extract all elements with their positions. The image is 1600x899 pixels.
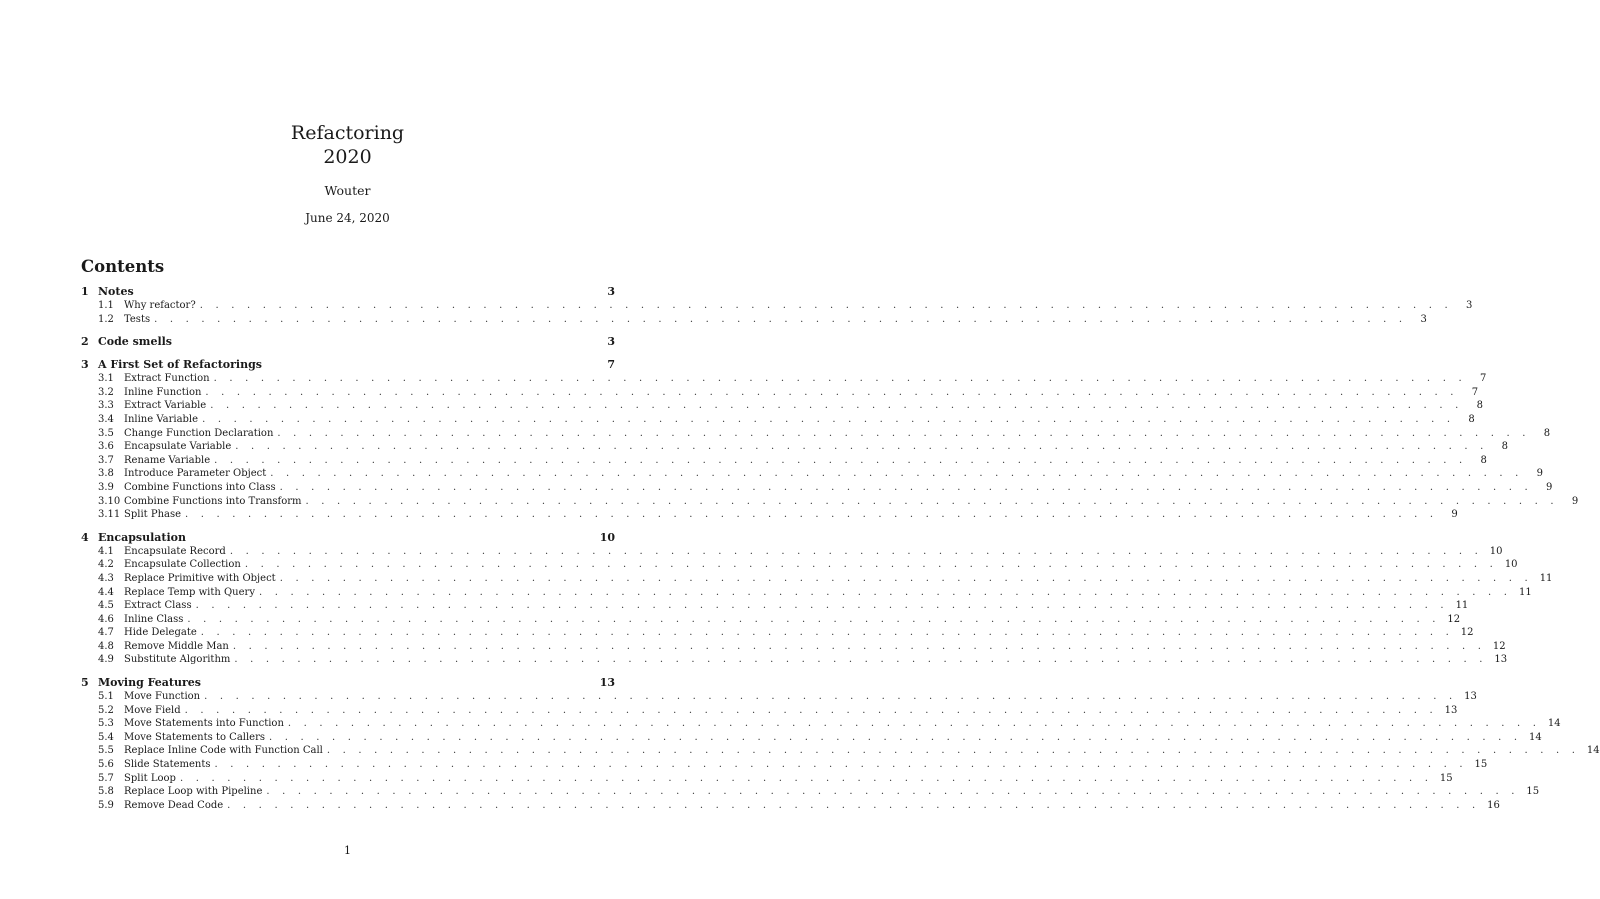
- toc-subsection-page: 13: [1494, 654, 1508, 666]
- toc-subsection-entry[interactable]: [81, 481, 1553, 495]
- toc-section-number: 3: [81, 358, 89, 372]
- toc-subsection-entry[interactable]: [81, 386, 1479, 400]
- toc-dot-leader: . . . . . . . . . . . . . . . . . . . . . . . . . . . . . . . . . . . . . . . . . . . . . . . . . . . . . . . . . . . . . . . . . . . . . . . . . . . . . . . .: [214, 759, 1468, 771]
- toc-subsection-title: Extract Function: [124, 373, 210, 385]
- toc-section-number: 2: [81, 335, 89, 349]
- toc-subsection-number: 5.3: [98, 718, 114, 730]
- toc-subsection-number: 4.1: [98, 545, 114, 557]
- toc-subsection-number: 3.7: [98, 454, 114, 466]
- toc-dot-leader: . . . . . . . . . . . . . . . . . . . . . . . . . . . . . . . . . . . . . . . . . . . . . . . . . . . . . . . . . . . . . . . . . . . . . . . . . . . . . . . .: [187, 613, 1441, 625]
- toc-subsection-title: Inline Function: [124, 386, 202, 398]
- toc-subsection-entry[interactable]: [81, 799, 1500, 813]
- toc-section-page: 3: [607, 285, 615, 298]
- toc-dot-leader: . . . . . . . . . . . . . . . . . . . . . . . . . . . . . . . . . . . . . . . . . . . . . . . . . . . . . . . . . . . . . . . . . . . . . . . . . . . . . . . .: [200, 627, 1454, 639]
- toc-subsection-page: 3: [1420, 313, 1427, 325]
- toc-subsection-title: Replace Temp with Query: [124, 586, 255, 598]
- toc-subsection-page: 14: [1586, 745, 1600, 757]
- contents-heading: Contents: [81, 257, 165, 276]
- toc-subsection-number: 3.6: [98, 441, 114, 453]
- toc-dot-leader: . . . . . . . . . . . . . . . . . . . . . . . . . . . . . . . . . . . . . . . . . . . . . . . . . . . . . . . . . . . . . . . . . . . . . . . . . . . . . . . .: [210, 400, 1463, 412]
- toc-subsection-page: 10: [1489, 545, 1503, 557]
- toc-subsection-title: Remove Middle Man: [124, 640, 229, 652]
- toc-subsection-entry[interactable]: [81, 413, 1475, 427]
- toc-subsection-page: 13: [1444, 704, 1458, 716]
- toc-subsection-page: 10: [1504, 559, 1518, 571]
- toc-subsection-title: Remove Dead Code: [124, 799, 224, 811]
- toc-subsection-title: Split Loop: [124, 772, 176, 784]
- toc-subsection-entry[interactable]: [81, 613, 1461, 627]
- toc-subsection-page: 9: [1536, 468, 1543, 480]
- toc-subsection-number: 3.10: [98, 495, 121, 507]
- toc-subsection-number: 3.9: [98, 481, 114, 493]
- toc-subsection-entry[interactable]: [81, 508, 1458, 522]
- toc-subsection-entry[interactable]: [81, 440, 1508, 454]
- toc-subsection-entry[interactable]: [81, 626, 1474, 640]
- toc-subsection-entry[interactable]: [81, 467, 1543, 481]
- toc-subsection-page: 14: [1547, 718, 1561, 730]
- toc-subsection-number: 5.4: [98, 731, 114, 743]
- document-author: Wouter: [324, 183, 371, 198]
- toc-section-title: Notes: [98, 285, 134, 298]
- toc-subsection-title: Extract Variable: [124, 400, 207, 412]
- page-number: 1: [344, 844, 351, 857]
- toc-subsection-page: 15: [1439, 772, 1453, 784]
- toc-subsection-page: 8: [1543, 427, 1551, 439]
- toc-subsection-page: 12: [1447, 613, 1461, 625]
- toc-subsection-number: 5.7: [98, 772, 114, 784]
- toc-section-page: 3: [607, 335, 615, 349]
- toc-subsection-number: 3.8: [98, 468, 114, 480]
- toc-dot-leader: . . . . . . . . . . . . . . . . . . . . . . . . . . . . . . . . . . . . . . . . . . . . . . . . . . . . . . . . . . . . . . . . . . . . . . . . . . . . . . . .: [227, 799, 1480, 811]
- toc-subsection-entry[interactable]: [81, 785, 1540, 799]
- toc-subsection-number: 1.2: [98, 313, 114, 325]
- toc-dot-leader: . . . . . . . . . . . . . . . . . . . . . . . . . . . . . . . . . . . . . . . . . . . . . . . . . . . . . . . . . . . . . . . . . . . . . . . . . . . . . . . .: [269, 731, 1522, 743]
- toc-dot-leader: . . . . . . . . . . . . . . . . . . . . . . . . . . . . . . . . . . . . . . . . . . . . . . . . . . . . . . . . . . . . . . . . . . . . . . . . . . . . . . . .: [195, 600, 1449, 612]
- toc-subsection-number: 4.6: [98, 613, 114, 625]
- toc-section-entry[interactable]: [81, 285, 615, 299]
- toc-subsection-page: 14: [1529, 731, 1542, 743]
- toc-dot-leader: . . . . . . . . . . . . . . . . . . . . . . . . . . . . . . . . . . . . . . . . . . . . . . . . . . . . . . . . . . . . . . . . . . . . . . . . . . . . . . . .: [184, 704, 1438, 716]
- toc-section-number: 4: [81, 530, 89, 544]
- toc-dot-leader: . . . . . . . . . . . . . . . . . . . . . . . . . . . . . . . . . . . . . . . . . . . . . . . . . . . . . . . . . . . . . . . . . . . . . . . . . . . . . . . .: [213, 373, 1467, 385]
- toc-subsection-title: Introduce Parameter Object: [124, 468, 267, 480]
- toc-subsection-entry[interactable]: [81, 744, 1600, 758]
- table-of-contents: [81, 285, 1600, 821]
- toc-subsection-page: 8: [1480, 454, 1487, 466]
- toc-dot-leader: . . . . . . . . . . . . . . . . . . . . . . . . . . . . . . . . . . . . . . . . . . . . . . . . . . . . . . . . . . . . . . . . . . . . . . . . . . . . . . . .: [204, 691, 1457, 703]
- document-title: Refactoring: [290, 122, 405, 144]
- toc-subsection-number: 4.5: [98, 600, 114, 612]
- toc-subsection-entry[interactable]: [81, 495, 1579, 509]
- toc-dot-leader: . . . . . . . . . . . . . . . . . . . . . . . . . . . . . . . . . . . . . . . . . . . . . . . . . . . . . . . . . . . . . . . . . . . . . . . . . . . . . . . .: [179, 772, 1433, 784]
- toc-subsection-page: 8: [1501, 441, 1508, 453]
- toc-section-group: [81, 335, 615, 349]
- toc-subsection-page: 9: [1571, 495, 1579, 507]
- toc-subsection-page: 7: [1471, 386, 1479, 398]
- toc-subsection-number: 5.8: [98, 786, 114, 798]
- toc-dot-leader: . . . . . . . . . . . . . . . . . . . . . . . . . . . . . . . . . . . . . . . . . . . . . . . . . . . . . . . . . . . . . . . . . . . . . . . . . . . . . . . .: [277, 427, 1531, 439]
- toc-subsection-number: 5.5: [98, 745, 114, 757]
- toc-section-entry[interactable]: [81, 358, 615, 372]
- toc-subsection-page: 12: [1460, 627, 1474, 639]
- toc-subsection-number: 5.1: [98, 691, 114, 703]
- toc-subsection-title: Replace Primitive with Object: [124, 572, 276, 584]
- toc-subsection-page: 15: [1474, 759, 1488, 771]
- toc-subsection-entry[interactable]: [81, 772, 1453, 786]
- toc-subsection-number: 5.2: [98, 704, 114, 716]
- toc-subsection-number: 3.11: [98, 509, 121, 521]
- toc-dot-leader: . . . . . . . . . . . . . . . . . . . . . . . . . . . . . . . . . . . . . . . . . . . . . . . . . . . . . . . . . . . . . . . . . . . . . . . . . . . . . . . .: [205, 386, 1459, 398]
- toc-subsection-entry[interactable]: [81, 704, 1458, 718]
- toc-subsection-entry[interactable]: [81, 372, 1487, 386]
- toc-subsection-title: Replace Loop with Pipeline: [124, 786, 263, 798]
- toc-subsection-entry[interactable]: [81, 731, 1542, 745]
- toc-dot-leader: . . . . . . . . . . . . . . . . . . . . . . . . . . . . . . . . . . . . . . . . . . . . . . . . . . . . . . . . . . . . . . . . . . . . . . . . . . . . . . . .: [199, 300, 1453, 311]
- toc-dot-leader: . . . . . . . . . . . . . . . . . . . . . . . . . . . . . . . . . . . . . . . . . . . . . . . . . . . . . . . . . . . . . . . . . . . . . . . . . . . . . . . .: [266, 786, 1520, 798]
- toc-section-title: Moving Features: [98, 676, 202, 690]
- toc-section-group: [81, 530, 1553, 667]
- toc-subsection-page: 8: [1476, 400, 1483, 412]
- toc-subsection-number: 4.7: [98, 627, 114, 639]
- toc-subsection-page: 11: [1539, 572, 1553, 584]
- toc-subsection-title: Substitute Algorithm: [124, 654, 231, 666]
- toc-subsection-title: Move Field: [124, 704, 181, 716]
- toc-subsection-page: 12: [1492, 640, 1506, 652]
- toc-subsection-title: Combine Functions into Class: [124, 481, 276, 493]
- toc-dot-leader: . . . . . . . . . . . . . . . . . . . . . . . . . . . . . . . . . . . . . . . . . . . . . . . . . . . . . . . . . . . . . . . . . . . . . . . . . . . . . . . .: [214, 454, 1467, 466]
- toc-subsection-title: Rename Variable: [124, 454, 211, 466]
- toc-section-entry[interactable]: [81, 335, 615, 349]
- toc-dot-leader: . . . . . . . . . . . . . . . . . . . . . . . . . . . . . . . . . . . . . . . . . . . . . . . . . . . . . . . . . . . . . . . . . . . . . . . . . . . . . . . .: [326, 745, 1580, 757]
- toc-subsection-title: Slide Statements: [124, 759, 211, 771]
- toc-dot-leader: . . . . . . . . . . . . . . . . . . . . . . . . . . . . . . . . . . . . . . . . . . . . . . . . . . . . . . . . . . . . . . . . . . . . . . . . . . . . . . . .: [279, 572, 1533, 584]
- toc-subsection-entry[interactable]: [81, 599, 1469, 613]
- toc-section-page: 13: [599, 676, 615, 690]
- toc-dot-leader: . . . . . . . . . . . . . . . . . . . . . . . . . . . . . . . . . . . . . . . . . . . . . . . . . . . . . . . . . . . . . . . . . . . . . . . . . . . . . . . .: [235, 441, 1488, 453]
- toc-section-title: Encapsulation: [98, 530, 186, 544]
- toc-subsection-page: 8: [1468, 413, 1475, 425]
- toc-dot-leader: . . . . . . . . . . . . . . . . . . . . . . . . . . . . . . . . . . . . . . . . . . . . . . . . . . . . . . . . . . . . . . . . . . . . . . . . . . . . . . . .: [244, 559, 1498, 571]
- toc-section-title: A First Set of Refactorings: [98, 358, 262, 372]
- toc-subsection-title: Inline Variable: [124, 413, 199, 425]
- toc-section-entry[interactable]: [81, 676, 615, 690]
- toc-dot-leader: . . . . . . . . . . . . . . . . . . . . . . . . . . . . . . . . . . . . . . . . . . . . . . . . . . . . . . . . . . . . . . . . . . . . . . . . . . . . . . . .: [232, 640, 1486, 652]
- toc-subsection-entry[interactable]: [81, 454, 1487, 468]
- toc-subsection-page: 11: [1518, 586, 1532, 598]
- toc-subsection-entry[interactable]: [81, 572, 1553, 586]
- toc-dot-leader: . . . . . . . . . . . . . . . . . . . . . . . . . . . . . . . . . . . . . . . . . . . . . . . . . . . . . . . . . . . . . . . . . . . . . . . . . . . . . . . .: [229, 545, 1483, 557]
- toc-dot-leader: . . . . . . . . . . . . . . . . . . . . . . . . . . . . . . . . . . . . . . . . . . . . . . . . . . . . . . . . . . . . . . . . . . . . . . . . . . . . . . . .: [202, 413, 1455, 425]
- toc-subsection-number: 3.2: [98, 386, 114, 398]
- toc-subsection-number: 4.3: [98, 572, 114, 584]
- toc-subsection-page: 9: [1545, 481, 1553, 493]
- toc-subsection-page: 7: [1479, 373, 1487, 385]
- toc-section-page: 7: [607, 358, 615, 372]
- toc-subsection-number: 4.2: [98, 559, 114, 571]
- toc-subsection-entry[interactable]: [81, 558, 1518, 572]
- toc-subsection-title: Replace Inline Code with Function Call: [124, 745, 323, 757]
- toc-subsection-title: Inline Class: [124, 613, 184, 625]
- toc-section-number: 5: [81, 676, 89, 690]
- toc-section-group: [81, 285, 1473, 326]
- toc-subsection-entry[interactable]: [81, 717, 1561, 731]
- toc-subsection-page: 11: [1455, 600, 1469, 612]
- toc-section-entry[interactable]: [81, 531, 615, 545]
- toc-subsection-number: 4.9: [98, 654, 114, 666]
- toc-subsection-number: 3.3: [98, 400, 114, 412]
- toc-subsection-number: 4.4: [98, 586, 114, 598]
- toc-section-number: 1: [81, 285, 89, 298]
- toc-dot-leader: . . . . . . . . . . . . . . . . . . . . . . . . . . . . . . . . . . . . . . . . . . . . . . . . . . . . . . . . . . . . . . . . . . . . . . . . . . . . . . . .: [305, 495, 1559, 507]
- toc-subsection-title: Change Function Declaration: [124, 427, 274, 439]
- toc-subsection-entry[interactable]: [81, 299, 1473, 313]
- toc-subsection-entry[interactable]: [81, 545, 1503, 559]
- toc-subsection-title: Move Statements to Callers: [124, 731, 266, 743]
- toc-subsection-entry[interactable]: [81, 690, 1477, 704]
- toc-subsection-page: 9: [1451, 509, 1458, 521]
- toc-dot-leader: . . . . . . . . . . . . . . . . . . . . . . . . . . . . . . . . . . . . . . . . . . . . . . . . . . . . . . . . . . . . . . . . . . . . . . . . . . . . . . . .: [234, 654, 1488, 666]
- toc-subsection-number: 3.1: [98, 373, 114, 385]
- toc-subsection-page: 13: [1464, 691, 1477, 703]
- toc-dot-leader: . . . . . . . . . . . . . . . . . . . . . . . . . . . . . . . . . . . . . . . . . . . . . . . . . . . . . . . . . . . . . . . . . . . . . . . . . . . . . . . .: [154, 313, 1407, 325]
- toc-subsection-title: Tests: [124, 313, 151, 325]
- toc-subsection-entry[interactable]: [81, 640, 1506, 654]
- toc-dot-leader: . . . . . . . . . . . . . . . . . . . . . . . . . . . . . . . . . . . . . . . . . . . . . . . . . . . . . . . . . . . . . . . . . . . . . . . . . . . . . . . .: [258, 586, 1512, 598]
- toc-subsection-title: Combine Functions into Transform: [124, 495, 302, 507]
- toc-subsection-title: Encapsulate Record: [124, 545, 226, 557]
- toc-subsection-page: 15: [1526, 786, 1540, 798]
- toc-section-group: [81, 358, 1579, 522]
- toc-subsection-number: 1.1: [98, 300, 114, 311]
- toc-section-page: 10: [599, 530, 615, 544]
- toc-subsection-title: Extract Class: [124, 600, 192, 612]
- toc-dot-leader: . . . . . . . . . . . . . . . . . . . . . . . . . . . . . . . . . . . . . . . . . . . . . . . . . . . . . . . . . . . . . . . . . . . . . . . . . . . . . . . .: [270, 468, 1523, 480]
- toc-subsection-entry[interactable]: [81, 586, 1532, 600]
- toc-subsection-page: 3: [1466, 300, 1473, 311]
- toc-subsection-entry[interactable]: [81, 653, 1508, 667]
- toc-subsection-entry[interactable]: [81, 313, 1427, 327]
- toc-subsection-number: 3.5: [98, 427, 114, 439]
- toc-subsection-title: Encapsulate Collection: [124, 559, 241, 571]
- toc-subsection-entry[interactable]: [81, 427, 1551, 441]
- toc-subsection-number: 4.8: [98, 640, 114, 652]
- toc-subsection-number: 5.6: [98, 759, 114, 771]
- toc-section-group: [81, 676, 1600, 812]
- toc-subsection-entry[interactable]: [81, 758, 1488, 772]
- toc-subsection-title: Why refactor?: [124, 300, 196, 311]
- toc-dot-leader: . . . . . . . . . . . . . . . . . . . . . . . . . . . . . . . . . . . . . . . . . . . . . . . . . . . . . . . . . . . . . . . . . . . . . . . . . . . . . . . .: [279, 481, 1533, 493]
- document-date: June 24, 2020: [305, 211, 390, 225]
- toc-subsection-title: Move Function: [124, 691, 201, 703]
- toc-subsection-page: 16: [1487, 799, 1500, 811]
- document-title-year: 2020: [323, 146, 372, 168]
- toc-subsection-title: Hide Delegate: [124, 627, 197, 639]
- toc-subsection-number: 3.4: [98, 413, 114, 425]
- toc-subsection-number: 5.9: [98, 799, 114, 811]
- toc-dot-leader: . . . . . . . . . . . . . . . . . . . . . . . . . . . . . . . . . . . . . . . . . . . . . . . . . . . . . . . . . . . . . . . . . . . . . . . . . . . . . . . .: [287, 718, 1541, 730]
- toc-subsection-title: Split Phase: [124, 509, 182, 521]
- toc-dot-leader: . . . . . . . . . . . . . . . . . . . . . . . . . . . . . . . . . . . . . . . . . . . . . . . . . . . . . . . . . . . . . . . . . . . . . . . . . . . . . . . .: [185, 509, 1438, 521]
- toc-section-title: Code smells: [98, 335, 172, 349]
- toc-subsection-entry[interactable]: [81, 399, 1483, 413]
- toc-subsection-title: Move Statements into Function: [124, 718, 284, 730]
- toc-subsection-title: Encapsulate Variable: [124, 441, 232, 453]
